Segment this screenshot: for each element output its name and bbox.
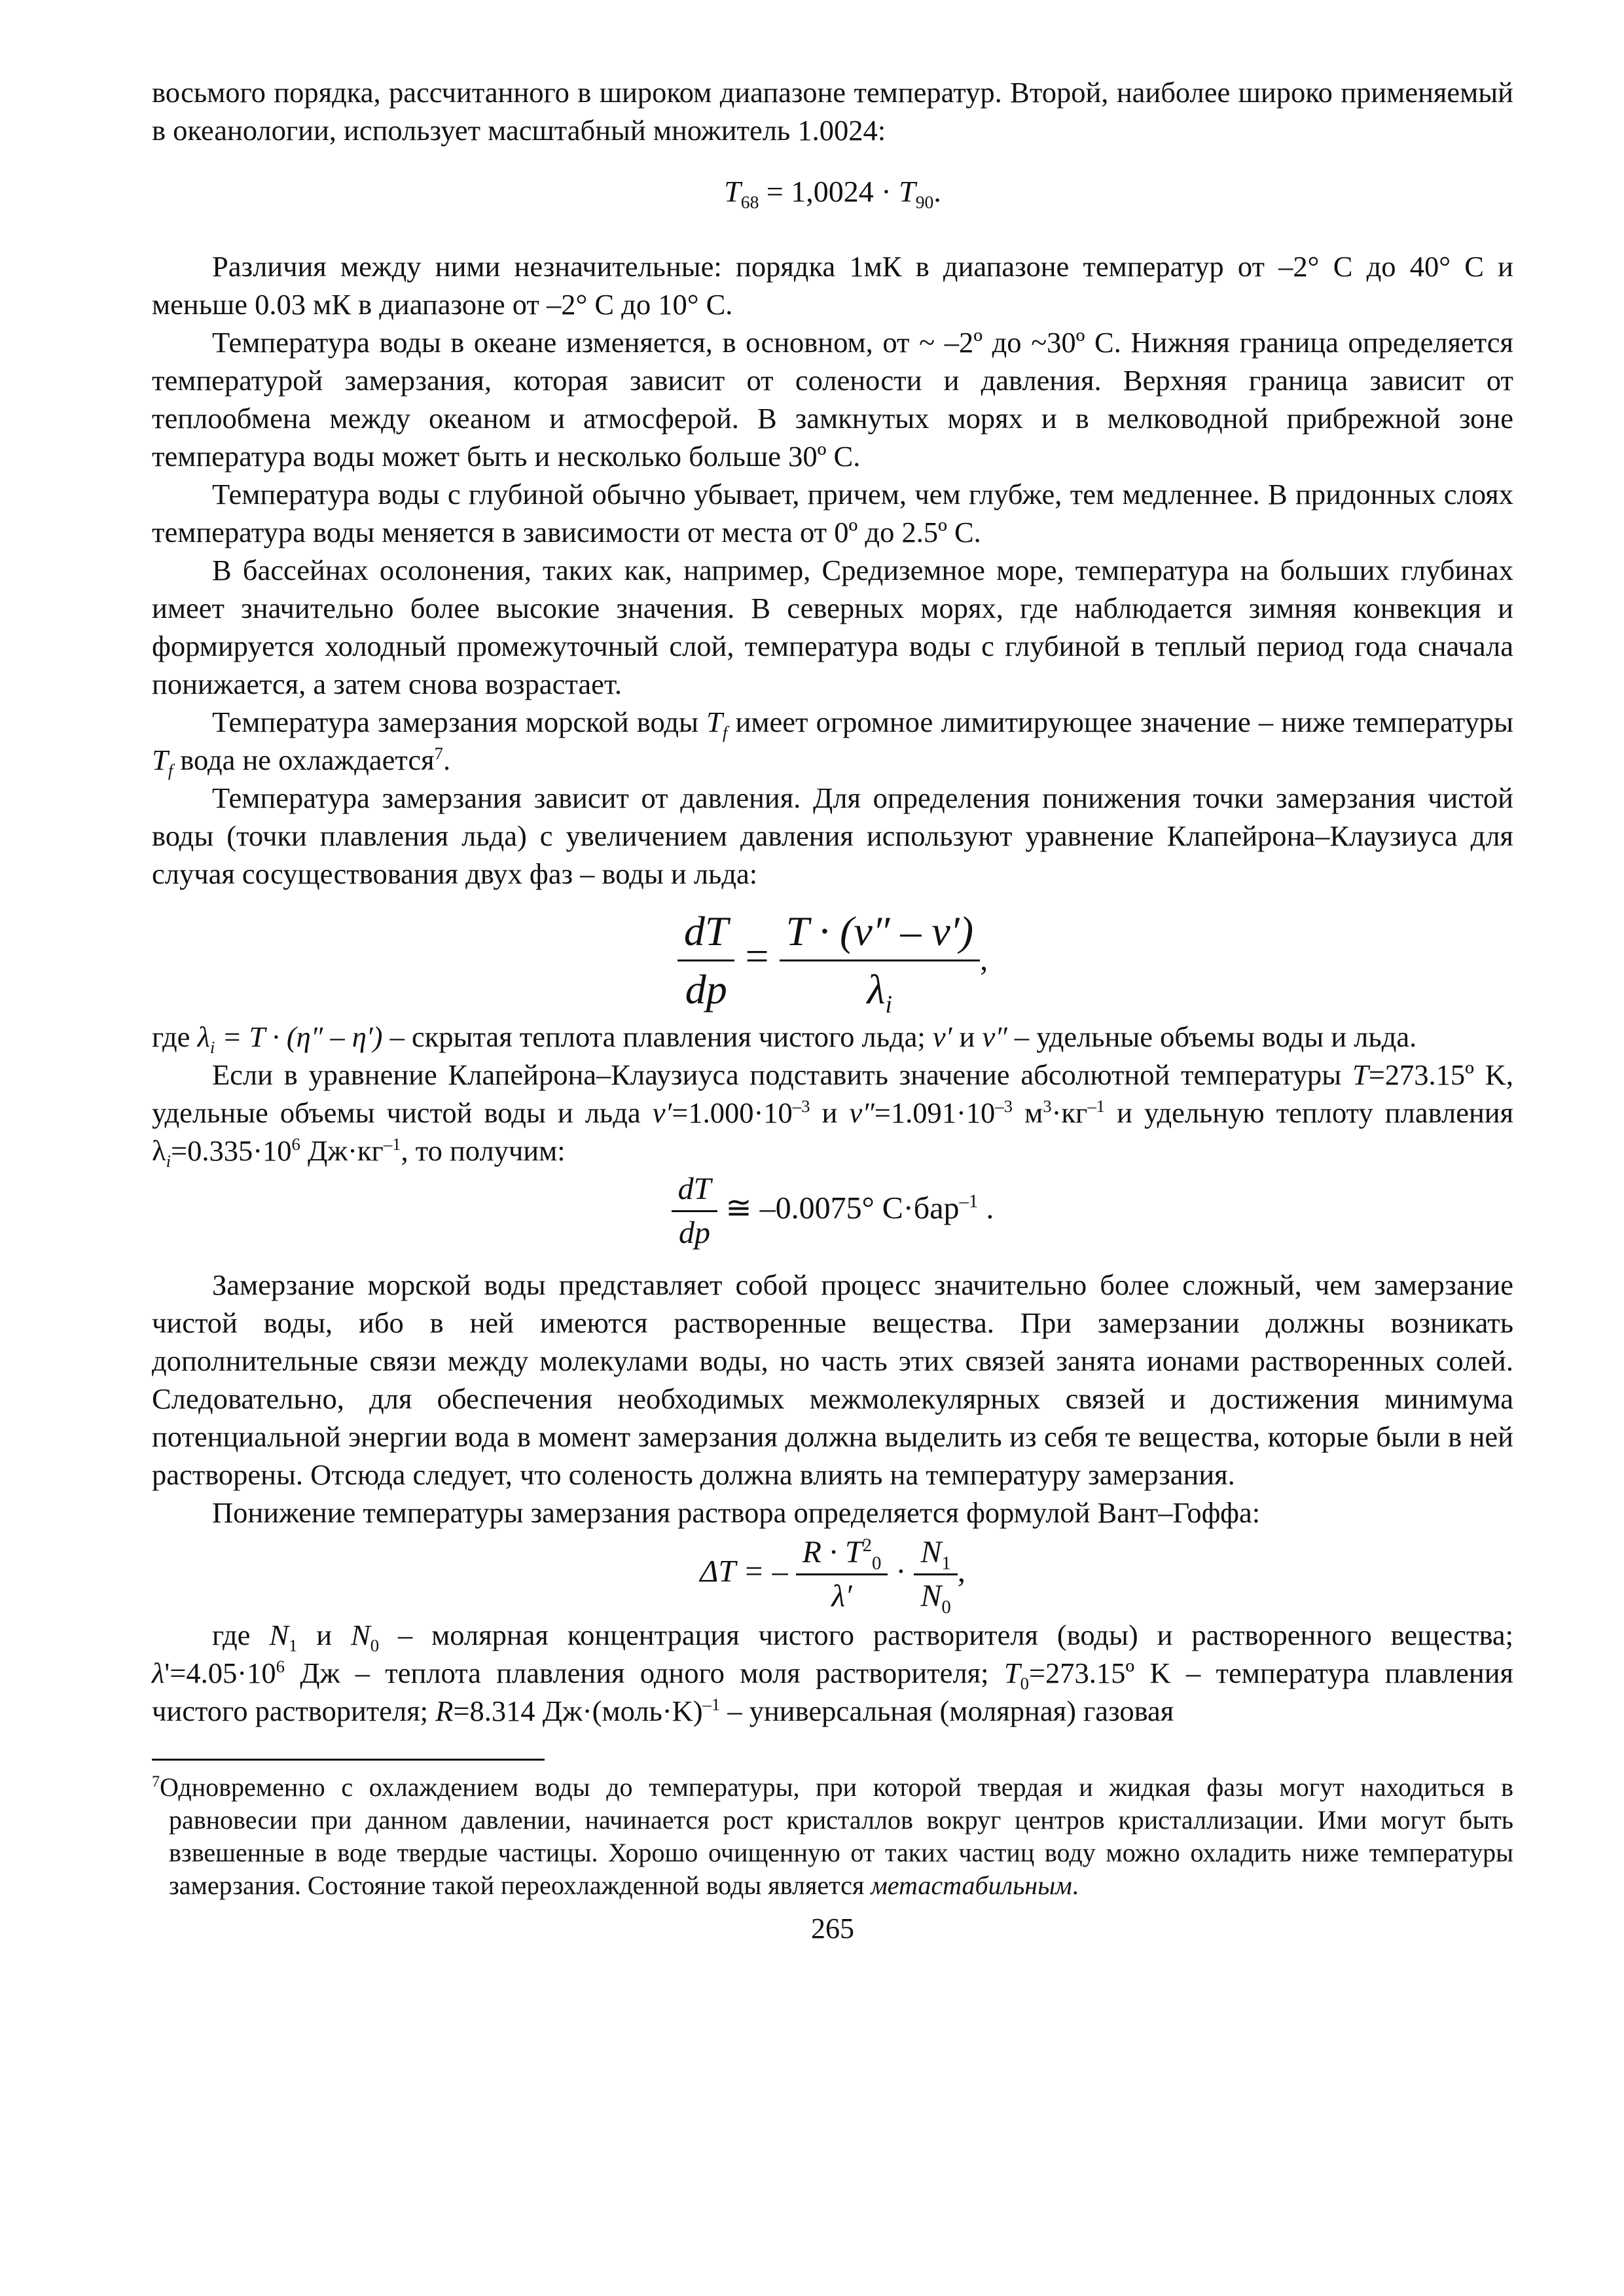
- text: – молярная концентрация чистого растворителя (воды) и растворенного вещества;: [397, 1619, 1514, 1651]
- fraction: [780, 906, 981, 1018]
- symbol: v′: [652, 1096, 672, 1129]
- denominator: dp: [679, 1215, 711, 1250]
- text: Если в уравнение Клапейрона–Клаузиуса подставить значение абсолютной температуры: [212, 1058, 1342, 1091]
- text: Температура замерзания морской воды: [212, 706, 698, 738]
- eq-symbol: T: [899, 175, 916, 208]
- paragraph-10: Замерзание морской воды представляет собой процесс значительно более сложный, чем замерзание чистой воды, ибо в ней имеются растворенные вещества. При замерзании должны возникать дополнительные связи между молекулами воды, но часть этих связей занята ионами растворенных солей. Следовательно, для обеспечения необходимых межмолекулярных связей и достижения минимума потенциальной энергии вода в момент замерзания должна выделить из себя те вещества, которые были в ней растворены. Отсюда следует, что соленость должна влиять на температуру замерзания.: [152, 1268, 1513, 1491]
- eq-symbol: N: [920, 1535, 942, 1570]
- text: – универсальная (молярная) газовая: [727, 1695, 1174, 1727]
- eq-text: .: [986, 1191, 994, 1226]
- subscript: 0: [370, 1635, 380, 1655]
- eq-subscript: 68: [740, 192, 759, 213]
- paragraph-11: Понижение температуры замерзания раствора определяется формулой Вант–Гоффа:: [212, 1496, 1261, 1529]
- superscript: 3: [1043, 1096, 1052, 1117]
- numerator: dT: [672, 1171, 718, 1212]
- text: =8.314 Дж·(моль·K): [453, 1695, 703, 1727]
- eq-subscript: i: [885, 990, 893, 1018]
- denominator: [780, 961, 981, 1018]
- numerator: T · (v″ – v′): [780, 906, 981, 961]
- text: Дж – теплота плавления одного моля растворителя;: [300, 1657, 989, 1689]
- eq-superscript: –1: [959, 1191, 979, 1212]
- symbol: N: [269, 1619, 289, 1651]
- symbol: v″: [849, 1096, 875, 1129]
- numerator: [914, 1534, 957, 1575]
- equals-sign: =: [745, 933, 769, 980]
- superscript: 6: [291, 1134, 300, 1155]
- paragraph-12: [152, 1616, 1513, 1730]
- text: =1.000·10: [672, 1096, 793, 1129]
- text: и удельную теплоту плавления λ: [152, 1096, 1514, 1167]
- eq-symbol: λ: [867, 966, 886, 1013]
- denominator: dp: [685, 966, 727, 1013]
- symbol: v″: [982, 1020, 1007, 1053]
- text: =1.091·10: [874, 1096, 996, 1129]
- text: – удельные объемы воды и льда.: [1014, 1020, 1417, 1053]
- paragraph-9: [152, 1056, 1513, 1170]
- footnote-ref: 7: [434, 744, 443, 764]
- eq-subscript: 90: [915, 192, 934, 213]
- eq-text: ≅ –0.0075° С·бар: [725, 1191, 960, 1226]
- symbol: T: [152, 744, 168, 776]
- numerator: dT: [677, 906, 735, 961]
- eq-subscript: 0: [872, 1552, 882, 1574]
- text: и: [316, 1619, 333, 1651]
- symbol: N: [351, 1619, 370, 1651]
- superscript: 6: [276, 1657, 285, 1677]
- text: где: [152, 1020, 190, 1053]
- footnote-text: Одновременно с охлаждением воды до температуры, при которой твердая и жидкая фазы могут находиться в равновесии при данном давлении, начинается рост кристаллов вокруг центров кристаллизации. Ими могут быть взвешенные в воде твердые частицы. Хорошо очищенную от таких частиц воду можно охладить ниже температуры замерзания. Состояние такой переохлажденной воды является: [160, 1772, 1513, 1900]
- text: , то получим:: [401, 1134, 566, 1167]
- fraction: [914, 1534, 957, 1618]
- eq-text: = T · (η″ – η′): [215, 1020, 383, 1053]
- eq-text: R · T: [802, 1535, 863, 1570]
- text: =0.335·10: [171, 1134, 292, 1167]
- text: где: [212, 1619, 251, 1651]
- equation-vant-hoff: [152, 1534, 1513, 1618]
- symbol: T: [706, 706, 723, 738]
- footnote-text: .: [1072, 1871, 1079, 1900]
- eq-symbol: λ: [197, 1020, 210, 1053]
- footnote: [152, 1771, 1513, 1902]
- symbol: R: [435, 1695, 454, 1727]
- text: ·кг: [1051, 1096, 1088, 1129]
- text: имеет огромное лимитирующее значение – ниже температуры: [735, 706, 1514, 738]
- eq-text: = 1,0024 ·: [759, 175, 899, 208]
- symbol: v′: [932, 1020, 952, 1053]
- eq-subscript: 1: [941, 1552, 951, 1574]
- text: =273.15º K – температура плавления чистого растворителя;: [152, 1657, 1514, 1727]
- text: и: [959, 1020, 975, 1053]
- paragraph-5: В бассейнах осолонения, таких как, например, Средиземное море, температура на больших глубинах имеет значительно более высокие значения. В северных морях, где наблюдается зимняя конвекция и формируется холодный промежуточный слой, температура воды с глубиной в теплый период года сначала понижается, а затем снова возрастает.: [152, 554, 1513, 700]
- text: и: [821, 1096, 838, 1129]
- footnote-divider: [152, 1759, 545, 1761]
- page-number: 265: [811, 1912, 854, 1945]
- eq-symbol: T: [724, 175, 741, 208]
- symbol: λ: [152, 1657, 165, 1689]
- footnote-emphasis: метастабильным: [871, 1871, 1072, 1900]
- subscript: i: [166, 1151, 171, 1171]
- eq-text: ,: [980, 942, 988, 978]
- eq-text: ,: [957, 1554, 965, 1589]
- fraction: [672, 1171, 718, 1251]
- denominator: [914, 1575, 957, 1618]
- subscript: f: [168, 760, 173, 780]
- eq-symbol: N: [920, 1579, 942, 1613]
- equation-clapeyron: [152, 906, 1513, 1018]
- symbol: T: [1352, 1058, 1369, 1091]
- text: – скрытая теплота плавления чистого льда;: [389, 1020, 926, 1053]
- eq-superscript: 2: [862, 1535, 872, 1556]
- equation-dTdp-value: [152, 1171, 1513, 1251]
- subscript: 0: [1020, 1673, 1029, 1693]
- paragraph-3: Температура воды в океане изменяется, в основном, от ~ –2º до ~30º С. Нижняя граница определяется температурой замерзания, которая зависит от солености и давления. Верхняя граница зависит от теплообмена между океаном и атмосферой. В замкнутых морях и в мелководной прибрежной зоне температура воды может быть и несколько больше 30º С.: [152, 326, 1513, 473]
- subscript: f: [722, 722, 728, 742]
- superscript: –1: [1087, 1096, 1105, 1117]
- superscript: –3: [792, 1096, 810, 1117]
- eq-text: ΔT = –: [700, 1554, 788, 1589]
- superscript: –1: [702, 1695, 721, 1715]
- fraction: [796, 1534, 888, 1615]
- paragraph-8: [152, 1018, 1513, 1056]
- superscript: –1: [383, 1134, 401, 1155]
- text: вода не охлаждается: [180, 744, 435, 776]
- text: Дж·кг: [308, 1134, 384, 1167]
- equation-t68: [152, 173, 1513, 211]
- fraction: [677, 906, 735, 1015]
- subscript: 1: [289, 1635, 298, 1655]
- superscript: –3: [995, 1096, 1013, 1117]
- page: [152, 73, 1513, 1948]
- text: м: [1024, 1096, 1043, 1129]
- text: =273.15º K, удельные объемы чистой воды и льда: [152, 1058, 1514, 1129]
- symbol: T: [1003, 1657, 1020, 1689]
- paragraph-4: Температура воды с глубиной обычно убывает, причем, чем глубже, тем медленнее. В придонных слоях температура воды меняется в зависимости от места от 0º до 2.5º С.: [152, 478, 1513, 548]
- paragraph-2: Различия между ними незначительные: порядка 1мК в диапазоне температур от –2° С до 40° С и меньше 0.03 мК в диапазоне от –2° С до 10° С.: [152, 250, 1513, 321]
- eq-text: ·: [895, 1554, 907, 1589]
- paragraph-6: Температура замерзания морской воды $T_f$ имеет огромное лимитирующее значение – ниже температуры $T_f$ вода не охлаждается$^7$.: [152, 706, 1514, 780]
- eq-subscript: 0: [941, 1596, 951, 1618]
- footnote-mark: 7: [152, 1773, 160, 1791]
- eq-text: .: [933, 175, 941, 208]
- paragraph-7: Температура замерзания зависит от давления. Для определения понижения точки замерзания чистой воды (точки плавления льда) с увеличением давления используют уравнение Клапейрона–Клаузиуса для случая сосуществования двух фаз – воды и льда:: [152, 781, 1513, 890]
- text: '=4.05·10: [164, 1657, 276, 1689]
- eq-subscript: i: [209, 1037, 215, 1057]
- numerator: [796, 1534, 888, 1575]
- denominator: λ′: [831, 1579, 852, 1613]
- paragraph-1: восьмого порядка, рассчитанного в широком диапазоне температур. Второй, наиболее широко применяемый в океанологии, использует масштабный множитель 1.0024:: [152, 76, 1513, 147]
